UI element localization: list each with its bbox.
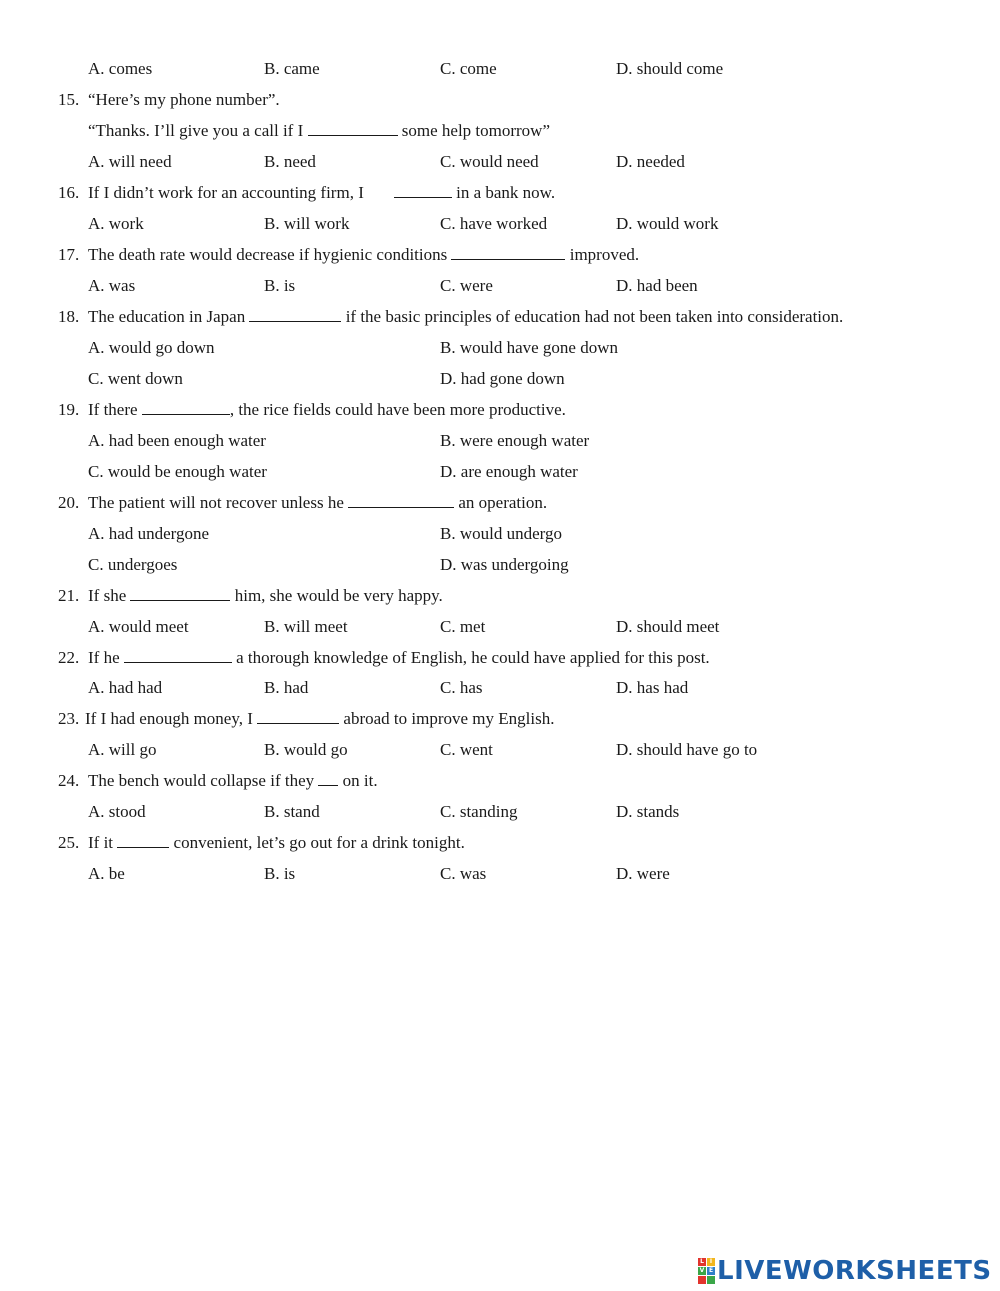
option-d[interactable]: D. would work (616, 214, 719, 233)
option-c[interactable]: C. was (440, 864, 487, 883)
option-b[interactable]: B. will meet (264, 617, 348, 636)
option-d[interactable]: D. stands (616, 802, 680, 821)
stem-part-1: The death rate would decrease if hygienic conditions (88, 245, 448, 264)
answer-blank[interactable] (348, 492, 454, 508)
stem-part-1: If she (88, 586, 127, 605)
option-c[interactable]: C. met (440, 617, 486, 636)
option-c[interactable]: C. standing (440, 802, 518, 821)
option-a[interactable]: A. be (88, 864, 125, 883)
question-text: “Here’s my phone number”. (88, 90, 280, 109)
option-d[interactable]: D. had gone down (440, 369, 565, 388)
stem-part-2: an operation. (458, 493, 548, 512)
option-b[interactable]: B. is (264, 276, 296, 295)
stem-part-1: If it (88, 833, 114, 852)
logo-block-e: E (708, 1267, 714, 1274)
question-text (88, 181, 555, 205)
option-b[interactable]: B. would undergo (440, 524, 562, 543)
question-text (85, 707, 554, 731)
option-d[interactable]: D. had been (616, 276, 698, 295)
question-text (88, 769, 378, 793)
answer-blank[interactable] (257, 708, 339, 724)
logo-block-l: L (698, 1258, 706, 1266)
logo-block-extra (698, 1276, 706, 1284)
option-c[interactable]: C. have worked (440, 214, 548, 233)
option-b[interactable]: B. is (264, 864, 296, 883)
answer-blank[interactable] (249, 306, 341, 322)
question-text (88, 831, 465, 855)
option-d[interactable]: D. should come (616, 59, 724, 78)
liveworksheets-logo (698, 1255, 992, 1287)
option-b[interactable]: B. need (264, 152, 316, 171)
question-text (88, 646, 710, 670)
stem-part-1: If he (88, 648, 120, 667)
option-a[interactable]: A. had been enough water (88, 431, 266, 450)
question-number: 19. (58, 400, 80, 419)
option-b[interactable]: B. would go (264, 740, 348, 759)
option-a[interactable]: A. would go down (88, 338, 215, 357)
logo-block-v: V (699, 1267, 705, 1274)
stem-part-1: “Thanks. I’ll give you a call if I (88, 121, 304, 140)
question-number: 17. (58, 245, 80, 264)
option-a[interactable]: A. had had (88, 678, 163, 697)
question-number: 16. (58, 183, 80, 202)
answer-blank[interactable] (124, 647, 232, 663)
stem-part-2: a thorough knowledge of English, he could have applied for this post. (236, 648, 710, 667)
question-text (88, 243, 639, 267)
option-c[interactable]: C. would be enough water (88, 462, 267, 481)
stem-part-2: in a bank now. (456, 183, 556, 202)
answer-blank[interactable] (117, 832, 169, 848)
answer-blank[interactable] (451, 244, 565, 260)
option-c[interactable]: C. has (440, 678, 483, 697)
answer-blank[interactable] (142, 399, 230, 415)
stem-part-2: some help tomorrow” (401, 121, 551, 140)
option-a[interactable]: A. will need (88, 152, 172, 171)
option-c[interactable]: C. would need (440, 152, 539, 171)
option-c[interactable]: C. come (440, 59, 497, 78)
option-b[interactable]: B. were enough water (440, 431, 590, 450)
logo-block-extra-2 (707, 1276, 715, 1284)
option-b[interactable]: B. had (264, 678, 309, 697)
option-c[interactable]: C. were (440, 276, 493, 295)
stem-part-1: If I didn’t work for an accounting firm, I (88, 183, 364, 202)
option-d[interactable]: D. should have go to (616, 740, 758, 759)
question-number: 20. (58, 493, 80, 512)
stem-part-2: improved. (569, 245, 640, 264)
question-number: 21. (58, 586, 80, 605)
question-number: 15. (58, 90, 80, 109)
option-c[interactable]: C. went down (88, 369, 183, 388)
answer-blank[interactable] (318, 770, 338, 786)
question-number: 25. (58, 833, 80, 852)
option-a[interactable]: A. work (88, 214, 144, 233)
stem-part-2: , the rice fields could have been more productive. (229, 400, 566, 419)
stem-part-1: The education in Japan (88, 307, 246, 326)
question-text (88, 305, 843, 329)
question-text (88, 491, 547, 515)
stem-part-1: If I had enough money, I (85, 709, 253, 728)
stem-part-2: him, she would be very happy. (234, 586, 443, 605)
logo-blocks-icon (698, 1258, 715, 1284)
question-number: 22. (58, 648, 80, 667)
option-a[interactable]: A. will go (88, 740, 157, 759)
question-number: 18. (58, 307, 80, 326)
question-text (88, 584, 443, 608)
option-c[interactable]: C. went (440, 740, 493, 759)
stem-part-1: If there (88, 400, 138, 419)
stem-part-2: if the basic principles of education had not been taken into consideration. (345, 307, 844, 326)
option-c[interactable]: C. undergoes (88, 555, 178, 574)
question-text (88, 119, 550, 143)
option-b[interactable]: B. will work (264, 214, 350, 233)
option-a[interactable]: A. stood (88, 802, 146, 821)
option-b[interactable]: B. would have gone down (440, 338, 619, 357)
answer-blank[interactable] (308, 120, 398, 136)
stem-part-1: The bench would collapse if they (88, 771, 315, 790)
option-a[interactable]: A. would meet (88, 617, 189, 636)
logo-block-i: I (707, 1258, 715, 1266)
question-text (88, 398, 566, 422)
option-d[interactable]: D. needed (616, 152, 685, 171)
option-b[interactable]: B. stand (264, 802, 320, 821)
option-b[interactable]: B. came (264, 59, 320, 78)
option-d[interactable]: D. should meet (616, 617, 720, 636)
option-d[interactable]: D. was undergoing (440, 555, 569, 574)
stem-part-2: on it. (342, 771, 378, 790)
answer-blank[interactable] (130, 585, 230, 601)
stem-part-2: convenient, let’s go out for a drink tonight. (173, 833, 465, 852)
logo-text: LIVEWORKSHEETS (717, 1256, 992, 1286)
question-number: 23. (58, 709, 80, 728)
question-number: 24. (58, 771, 80, 790)
option-a[interactable]: A. was (88, 276, 136, 295)
option-a[interactable]: A. comes (88, 59, 153, 78)
option-d[interactable]: D. are enough water (440, 462, 578, 481)
answer-blank[interactable] (394, 182, 452, 198)
option-a[interactable]: A. had undergone (88, 524, 210, 543)
stem-part-2: abroad to improve my English. (343, 709, 555, 728)
stem-part-1: The patient will not recover unless he (88, 493, 344, 512)
option-d[interactable]: D. were (616, 864, 670, 883)
option-d[interactable]: D. has had (616, 678, 689, 697)
